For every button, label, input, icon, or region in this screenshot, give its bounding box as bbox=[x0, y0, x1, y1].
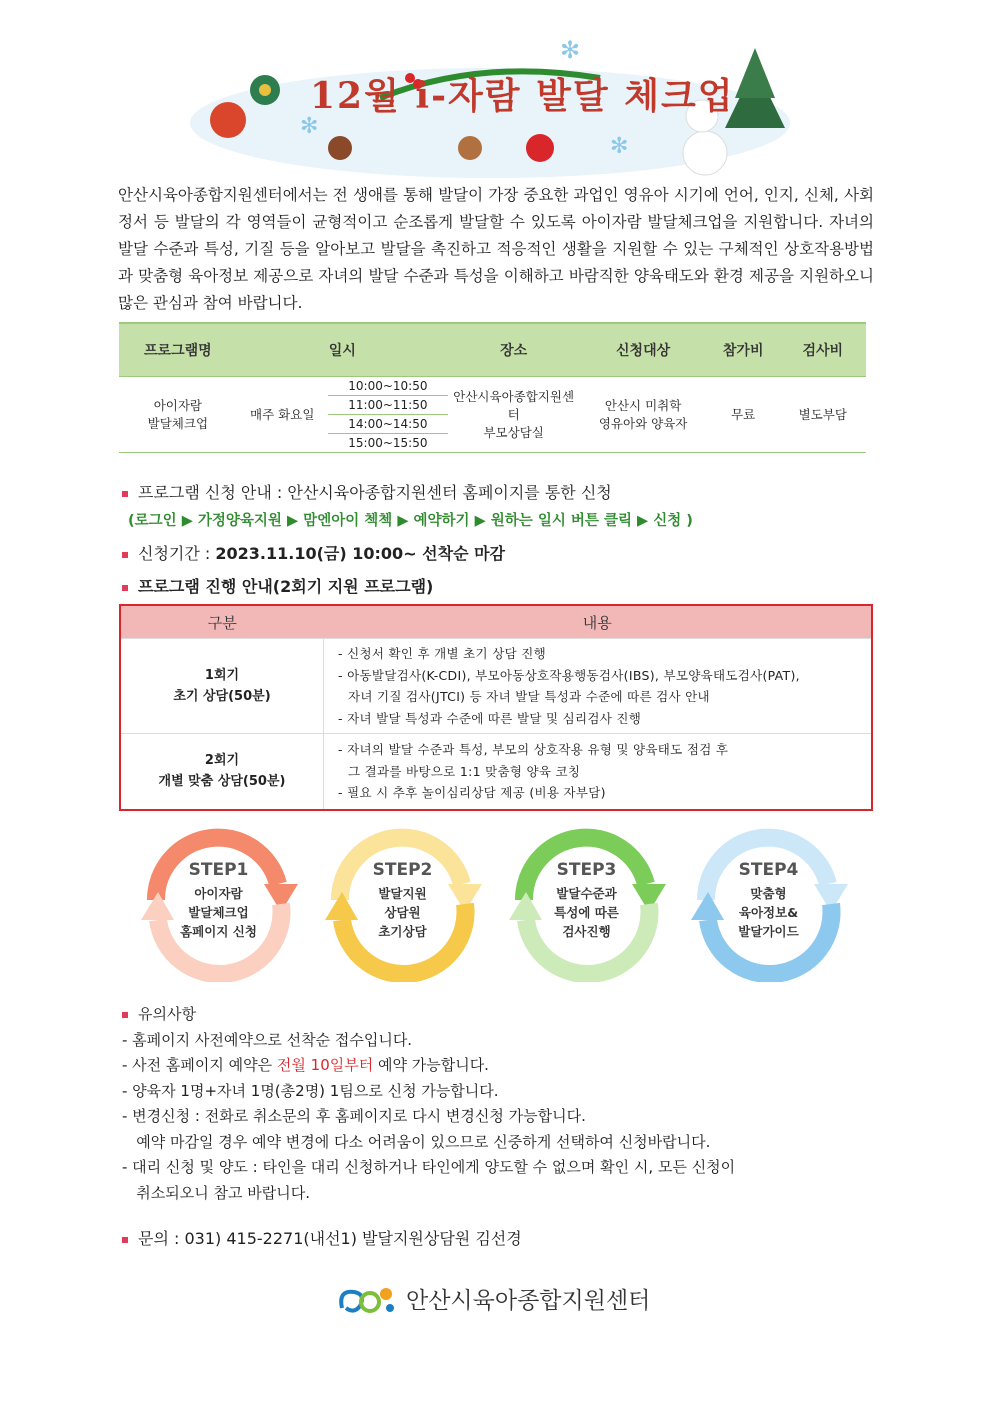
time-slot: 11:00~11:50 bbox=[328, 396, 448, 415]
table-row bbox=[120, 734, 872, 810]
step-3 bbox=[504, 822, 669, 982]
logo-text: 안산시육아종합지원센터 bbox=[406, 1287, 651, 1314]
step-4 bbox=[686, 822, 851, 982]
col-header: 일시 bbox=[237, 323, 448, 377]
notes-title bbox=[122, 1002, 735, 1028]
svg-text:✻: ✻ bbox=[560, 36, 581, 64]
target-text: 영유아와 양육자 bbox=[598, 415, 688, 431]
step-line: 특성에 따른 bbox=[554, 905, 619, 920]
bullet-icon bbox=[122, 1012, 128, 1018]
step-line: 아이자람 bbox=[194, 886, 243, 901]
step-desc bbox=[504, 884, 669, 941]
step-1 bbox=[136, 822, 301, 982]
session-label bbox=[120, 734, 324, 810]
session-label bbox=[120, 639, 324, 734]
bullet-icon bbox=[122, 552, 128, 558]
intro-paragraph: 안산시육아종합지원센터에서는 전 생애를 통해 발달이 가장 중요한 과업인 영유아 시기에 언어, 인지, 신체, 사회정서 등 발달의 각 영역들이 균형적이고 순조롭게 발달할 수 있도록 아이자람 발달체크업을 지원합니다. 자녀의 발달 수준과 특성, 기질 등을 알아보고 발달을 촉진하고 적응적인 생활을 지원할 수 있는 구체적인 상호작용방법과 맞춤형 육아정보 제공으로 자녀의 발달 수준과 특성을 이해하고 바람직한 양육태도와 환경 제공을 지원하오니 많은 관심과 참여 바랍니다. bbox=[118, 186, 874, 312]
step-desc bbox=[320, 884, 485, 941]
col-header: 참가비 bbox=[707, 323, 780, 377]
session-content bbox=[324, 639, 873, 734]
content-line: - 자녀 발달 특성과 수준에 따른 발달 및 심리검사 진행 bbox=[338, 710, 642, 726]
program-name: 발달체크업 bbox=[147, 415, 209, 431]
course-table bbox=[119, 604, 873, 811]
note-text: - 사전 홈페이지 예약은 bbox=[122, 1056, 277, 1074]
logo-mark-icon bbox=[336, 1280, 398, 1316]
day-cell: 매주 화요일 bbox=[237, 377, 328, 453]
content-line: 그 결과를 바탕으로 1:1 맞춤형 양육 코칭 bbox=[348, 763, 581, 779]
col-header: 구분 bbox=[120, 605, 324, 639]
fee-cell: 무료 bbox=[707, 377, 780, 453]
contact bbox=[122, 1226, 522, 1249]
step-line: 발달수준과 bbox=[556, 886, 617, 901]
svg-text:✻: ✻ bbox=[300, 114, 319, 139]
bullet-icon bbox=[122, 491, 128, 497]
col-header: 내용 bbox=[324, 605, 873, 639]
note-line: 취소되오니 참고 바랍니다. bbox=[122, 1183, 310, 1202]
step-desc bbox=[136, 884, 301, 941]
step-line: 홈페이지 신청 bbox=[180, 924, 257, 939]
session-content bbox=[324, 734, 873, 810]
step-number: STEP3 bbox=[556, 860, 617, 880]
apply-period bbox=[122, 541, 505, 564]
place-text: 부모상담실 bbox=[483, 424, 544, 440]
time-slot: 10:00~10:50 bbox=[328, 377, 448, 396]
table-row bbox=[120, 639, 872, 734]
step-line: 발달지원 bbox=[378, 886, 427, 901]
period-value: 2023.11.10(금) 10:00~ 선착순 마감 bbox=[215, 544, 506, 563]
program-name: 아이자람 bbox=[153, 397, 202, 413]
test-fee-cell: 별도부담 bbox=[780, 377, 866, 453]
step-number: STEP2 bbox=[372, 860, 433, 880]
session-number: 2회기 bbox=[204, 753, 240, 769]
target-text: 안산시 미취학 bbox=[604, 397, 682, 413]
col-header: 프로그램명 bbox=[119, 323, 237, 377]
col-header: 신청대상 bbox=[579, 323, 706, 377]
step-line: 검사진행 bbox=[562, 924, 611, 939]
content-line: - 아동발달검사(K-CDI), 부모아동상호작용행동검사(IBS), 부모양육태도검사(PAT), bbox=[338, 667, 800, 683]
note-line: - 양육자 1명+자녀 1명(총2명) 1팀으로 신청 가능합니다. bbox=[122, 1081, 499, 1100]
step-line: 발달가이드 bbox=[738, 924, 799, 939]
course-title bbox=[122, 574, 433, 597]
content-line: - 자녀의 발달 수준과 특성, 부모의 상호작용 유형 및 양육태도 점검 후 bbox=[338, 742, 729, 757]
notes bbox=[122, 1002, 735, 1206]
svg-text:✻: ✻ bbox=[610, 134, 629, 159]
note-line: - 대리 신청 및 양도 : 타인을 대리 신청하거나 타인에게 양도할 수 없으며 확인 시, 모든 신청이 bbox=[122, 1158, 736, 1176]
contact-text: 문의 : 031) 415-2271(내선1) 발달지원상담원 김선경 bbox=[138, 1229, 522, 1248]
col-header: 장소 bbox=[448, 323, 579, 377]
content-line: - 필요 시 추후 놀이심리상담 제공 (비용 자부담) bbox=[338, 785, 606, 800]
step-2 bbox=[320, 822, 485, 982]
step-number: STEP4 bbox=[738, 860, 799, 880]
step-desc bbox=[686, 884, 851, 941]
step-line: 맞춤형 bbox=[750, 886, 787, 901]
session-number: 1회기 bbox=[204, 668, 240, 683]
program-name-cell bbox=[119, 377, 237, 453]
step-number: STEP1 bbox=[188, 860, 249, 880]
session-name: 초기 상담(50분) bbox=[173, 689, 271, 704]
note-highlight: 전월 10일부터 bbox=[276, 1056, 374, 1074]
banner-title: 12월 i-자람 발달 체크업 bbox=[310, 75, 735, 117]
course-title-text: 프로그램 진행 안내(2회기 지원 프로그램) bbox=[138, 577, 434, 596]
content-line: - 신청서 확인 후 개별 초기 상담 진행 bbox=[338, 646, 546, 661]
step-line: 상담원 bbox=[384, 905, 421, 920]
target-cell bbox=[579, 377, 706, 453]
note-line: - 홈페이지 사전예약으로 선착순 접수입니다. bbox=[122, 1030, 413, 1049]
note-line: 예약 마감일 경우 예약 변경에 다소 어려움이 있으므로 신중하게 선택하여 신청바랍니다. bbox=[122, 1132, 711, 1151]
time-slot: 14:00~14:50 bbox=[328, 415, 448, 434]
period-label: 신청기간 : bbox=[138, 544, 216, 563]
notes-title-text: 유의사항 bbox=[138, 1005, 196, 1023]
program-table bbox=[119, 322, 866, 453]
time-slot: 15:00~15:50 bbox=[348, 436, 428, 450]
bullet-icon bbox=[122, 1237, 128, 1243]
col-header: 검사비 bbox=[780, 323, 866, 377]
step-line: 육아정보& bbox=[738, 905, 799, 920]
note-line: - 변경신청 : 전화로 취소문의 후 홈페이지로 다시 변경신청 가능합니다. bbox=[122, 1107, 586, 1125]
times-cell bbox=[328, 377, 448, 453]
bullet-icon bbox=[122, 585, 128, 591]
session-name: 개별 맞춤 상담(50분) bbox=[158, 774, 286, 790]
place-cell bbox=[448, 377, 579, 453]
content-line: 자녀 기질 검사(JTCI) 등 자녀 발달 특성과 수준에 따른 검사 안내 bbox=[348, 689, 710, 704]
step-line: 초기상담 bbox=[378, 924, 427, 939]
note-text: 예약 가능합니다. bbox=[373, 1056, 489, 1074]
note-line bbox=[122, 1053, 735, 1079]
apply-info bbox=[122, 480, 612, 503]
apply-steps: (로그인 ▶ 가정양육지원 ▶ 맘엔아이 첵첵 ▶ 예약하기 ▶ 원하는 일시 버튼 클릭 ▶ 신청 ) bbox=[128, 513, 693, 529]
step-line: 발달체크업 bbox=[188, 905, 249, 920]
center-logo bbox=[336, 1280, 650, 1316]
apply-info-text: 프로그램 신청 안내 : 안산시육아종합지원센터 홈페이지를 통한 신청 bbox=[138, 483, 612, 502]
place-text: 안산시육아종합지원센터 bbox=[453, 388, 575, 422]
